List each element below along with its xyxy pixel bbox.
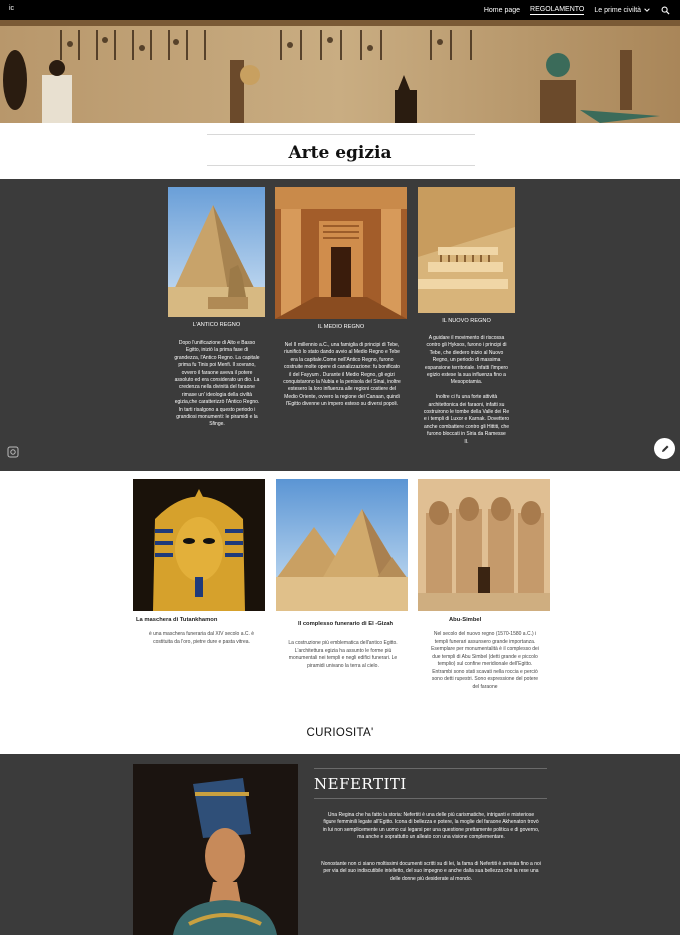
edit-button[interactable] (654, 438, 675, 459)
artwork-text-line: templio) sul confine meridionale dell'Egitto. (437, 661, 533, 667)
site-logo[interactable]: ic (9, 5, 15, 12)
kingdom-text-line: e i templi di Luxor e Karnak. Dovettero (423, 416, 510, 423)
artwork-text-line: è una maschera funeraria dal XIV secolo a.C. è (148, 631, 255, 637)
text-nuovo-regno (413, 335, 520, 446)
giza-pyramids-image (276, 479, 408, 611)
kingdom-text-line: riunificò lo stato dando avvio al Medio Regno e Tebe (284, 349, 400, 356)
edit-pencil-icon (660, 444, 670, 454)
nefertiti-title: NEFERTITI (314, 775, 407, 793)
artwork-text-line: Esemplare per monumentalità è il complesso dei (431, 646, 539, 652)
nefertiti-paragraph-1 (300, 812, 562, 842)
kingdom-text-line: estesero la loro influenza alle regioni costiere del (287, 386, 397, 393)
artwork-text-line: Entrambi sono stati scavati nella roccia e perciò (432, 668, 538, 675)
kingdom-text-line: II. (464, 438, 469, 445)
kingdom-text-line: assoluto ed era considerato un dio. La (174, 377, 260, 384)
temple-image (418, 187, 515, 313)
artwork-text-line: piramidi univano la terra al cielo. (307, 662, 379, 669)
papyrus-banner-image (0, 20, 680, 123)
kingdom-text-line: costruite molte opere di canalizzazione: fu bonificato (284, 364, 400, 371)
caption-abu-simbel: Abu-Simbel (449, 617, 482, 623)
kingdom-text-line: conquistarono la Nubia e la penisola del Sinai, inoltre (283, 379, 401, 386)
kingdom-text-line: il del Fayyum . Durante il Medio Regno, gli egizi (289, 371, 395, 378)
kingdom-text-line: egizio estese la sua influenza fino a (427, 372, 506, 379)
abu-simbel-image (418, 479, 550, 611)
kingdom-text-line: rimase un' ideologia della civiltà (181, 391, 253, 398)
nefertiti-text-line: Una Regina che ha fatto la storia: Nefertiti è una delle più carismatiche, intriganti e misteriose (327, 812, 535, 818)
nefertiti-divider-top (314, 768, 547, 769)
kingdom-text-line: Mesopotamia. (450, 379, 483, 386)
caption-nuovo-regno: IL NUOVO REGNO (442, 318, 491, 324)
kingdom-text-line: furono bloccati in Siria da Ramesse (427, 431, 506, 438)
kingdom-text-line: grandezza, l'Antico Regno. La capitale (174, 354, 260, 361)
nefertiti-text-line: in lui non semplicemente un uomo cui legarsi per una questione prettamente politica e di governo, (322, 826, 540, 833)
text-maschera (133, 631, 270, 646)
kingdom-text-line: Nel II millennio a.C., una famiglia di principi di Tebe, (284, 342, 400, 348)
pyramid-sphinx-image (168, 187, 265, 317)
artwork-text-line: La costruzione più emblematica dell'antico Egitto. (288, 640, 398, 646)
kingdom-text-line: l'Egitto divenne un impero esteso su diversi popoli. (285, 401, 399, 408)
artwork-text-line: sono detti rupestri. Sono espressione del potere (431, 676, 539, 682)
tutankhamon-mask-image (133, 479, 265, 611)
text-gizah (276, 640, 410, 670)
nefertiti-text-line: delle donne più desiderate al mondo. (389, 875, 472, 882)
nav-prime-civilta-label: Le prime civiltà (594, 6, 642, 14)
kingdom-text-line: A guidare il movimento di riscossa (428, 335, 505, 341)
kingdom-text-line: Egitto, iniziò la prima fase di (185, 347, 249, 354)
kingdom-text-line (413, 387, 520, 394)
kingdom-text-line: architettonica dei faraoni, infatti su (428, 401, 505, 408)
nefertiti-divider-bottom (314, 798, 547, 799)
artwork-text-line: costituita da l'oro, pietre dure e pasta vitrea. (153, 638, 250, 645)
curiosita-title: CURIOSITA' (306, 727, 374, 739)
kingdom-text-line: Medio Oriente, ovvero la regione del Canaan, quindi (284, 393, 400, 400)
caption-medio-regno: IL MEDIO REGNO (317, 324, 365, 330)
artwork-text-line: Nel secolo del nuovo regno (1570-1580 a.C.) i (433, 631, 537, 637)
caption-antico-regno: L'ANTICO REGNO (192, 322, 241, 328)
artwork-text-line: del faraone (472, 683, 498, 690)
artwork-text-line: monumentali nei templi e negli edifici funerari. Le (288, 655, 398, 661)
kingdom-text-line: prima fu Tinis poi Menfi. Il sovrano, (178, 362, 256, 369)
kingdom-text-line: grandiosi monumenti: le piramidi e la (176, 414, 258, 421)
kingdom-text-line: era la capitale.Come nell'Antico Regno, furono (290, 356, 394, 363)
kingdom-text-line: costruirono le tombe della Valle dei Re (423, 409, 510, 416)
nefertiti-text-line: per via del suo indiscutibile intelletto, del suo impegno e anche dalla sua bellezza che la rese una (323, 868, 539, 875)
kingdom-text-line: ovvero il faraone aveva il potere (181, 369, 253, 376)
kingdom-text-line: egizia,che caratterizzò l'Antico Regno. (174, 399, 260, 406)
main-nav (484, 0, 670, 20)
artwork-text-line: due templi di Abu Simbel (detti grande e piccolo (432, 653, 538, 660)
artwork-text-line: L'architettura egizia ha assunto le forme più (294, 647, 392, 654)
text-abu-simbel (418, 631, 552, 691)
kingdom-text-line: In tarti risalgono a questo periodo i (178, 406, 256, 413)
nav-prime-civilta[interactable] (594, 6, 651, 14)
kingdom-text-line: Regno, un periodo di massima (432, 357, 501, 364)
nefertiti-text-line: ma anche e soprattutto un alleato con una visione complementare. (357, 834, 505, 841)
kingdom-text-line: Tebe, che diedero inizio al Nuovo (429, 349, 504, 356)
kingdom-text-line: credenza nella divinità del faraone (179, 384, 255, 391)
text-antico-regno (162, 340, 272, 429)
nefertiti-text-line: figure femminili legate all'Egitto. Icona di bellezza e potere, la moglie del faraone Akhenaton trovò (323, 819, 539, 826)
nefertiti-paragraph-2 (300, 861, 562, 883)
tomb-interior-image (275, 187, 407, 319)
nefertiti-bust-image (133, 764, 298, 935)
search-icon[interactable] (661, 6, 670, 15)
kingdom-text-line: Dopo l'unificazione di Alto e Basso (178, 340, 256, 346)
page-title: Arte egizia (288, 143, 392, 163)
nav-home-page[interactable]: Home page (483, 6, 521, 14)
title-divider-bottom (207, 165, 475, 166)
text-medio-regno (268, 342, 416, 409)
artwork-text-line: templi funerari assunsero grande importanza. (434, 638, 536, 645)
info-icon[interactable] (7, 446, 19, 458)
nefertiti-text-line: Nonostante non ci siano moltissimi documenti scritti su di lei, la fama di Nefertiti è arrivata fino a noi (321, 861, 541, 867)
title-divider-top (207, 134, 475, 135)
kingdom-text-line: anche combattere contro gli Hittiti, che (423, 423, 510, 430)
chevron-down-icon (643, 6, 651, 14)
top-navigation-bar (0, 0, 680, 20)
kingdom-text-line: espansione territoriale. Infatti l'impero (425, 364, 508, 371)
caption-maschera: La maschera di Tutankhamon (136, 617, 218, 623)
kingdom-text-line: Sfinge. (209, 421, 225, 428)
kingdom-text-line: Inoltre ci fu una forte attività (435, 394, 498, 401)
kingdom-text-line: contro gli Hyksos, furono i principi di (426, 342, 507, 349)
caption-gizah: Il complesso funerario di El -Gizah (298, 621, 394, 627)
nav-regolamento[interactable]: REGOLAMENTO (530, 5, 585, 13)
